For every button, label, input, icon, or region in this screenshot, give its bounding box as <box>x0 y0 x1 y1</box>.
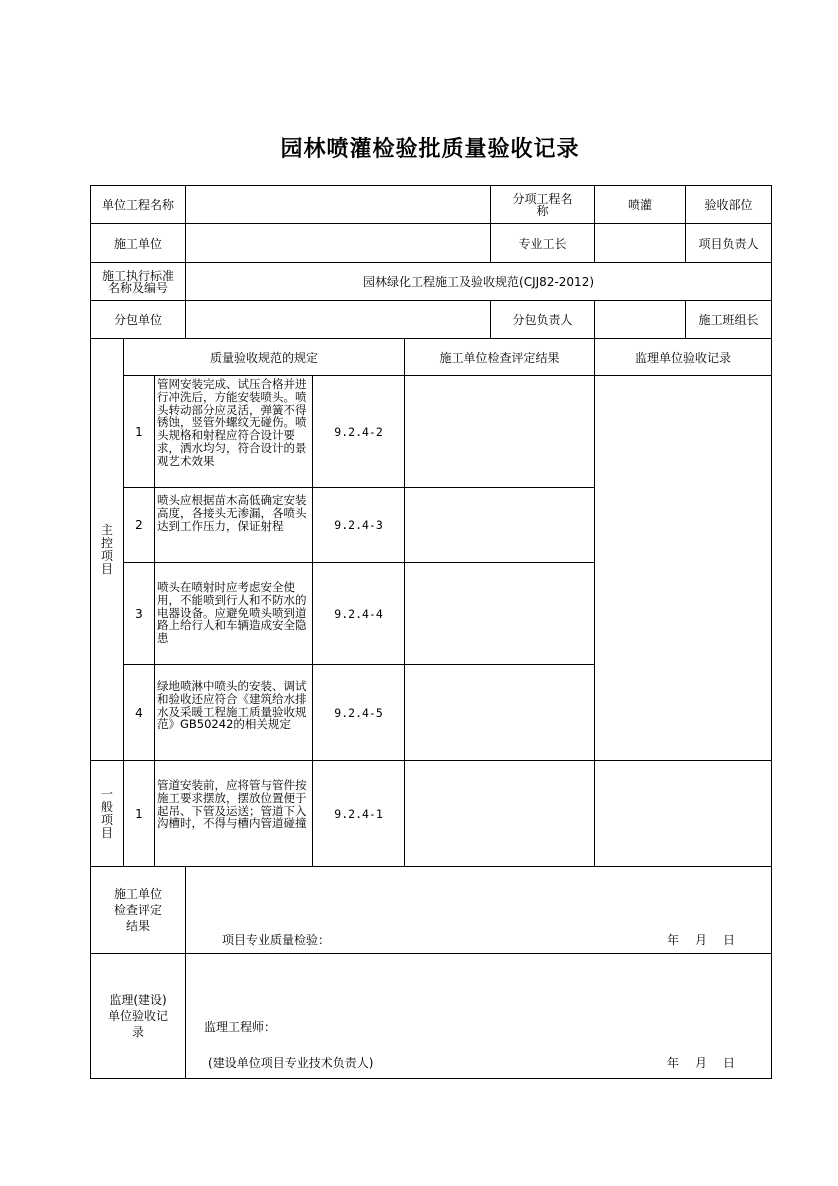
supervision-record-field[interactable] <box>595 761 772 867</box>
standard-label: 施工执行标准名称及编号 <box>91 263 186 301</box>
quality-inspector-label: 项目专业质量检验： <box>222 933 331 947</box>
date-day: 日 <box>723 1056 736 1070</box>
item-code: 9.2.4-2 <box>313 376 405 488</box>
header-row-4 <box>91 301 772 339</box>
subcontractor-label: 分包单位 <box>91 301 186 339</box>
page-title: 园林喷灌检验批质量验收记录 <box>280 137 580 162</box>
team-leader-label: 施工班组长 <box>686 301 772 339</box>
main-group-cell <box>91 339 124 761</box>
item-number: 4 <box>124 665 155 761</box>
item-code: 9.2.4-4 <box>313 563 405 665</box>
project-manager-label: 项目负责人 <box>686 224 772 263</box>
item-number: 1 <box>124 376 155 488</box>
col-construction-header: 施工单位检查评定结果 <box>405 339 595 376</box>
item-code: 9.2.4-5 <box>313 665 405 761</box>
acceptance-form <box>90 185 772 1079</box>
date-month: 月 <box>695 933 708 947</box>
date-month: 月 <box>695 1056 708 1070</box>
main-group-label: 主控项目 <box>100 522 113 576</box>
item-text: 喷头在喷射时应考虑安全使用，不能喷到行人和不防水的电器设备。应避免喷头喷到道路上给行人和车辆造成安全隐患 <box>155 563 313 665</box>
supervision-label: 监理(建设)单位验收记录 <box>91 954 186 1079</box>
item-code: 9.2.4-3 <box>313 488 405 563</box>
foreman-field[interactable] <box>595 224 686 263</box>
acceptance-part-label: 验收部位 <box>686 186 772 224</box>
date-year: 年 <box>667 1056 680 1070</box>
construction-result-field[interactable] <box>405 761 595 867</box>
general-group-cell <box>91 761 124 867</box>
construction-result-field[interactable] <box>405 665 595 761</box>
supervision-date <box>651 1054 735 1071</box>
item-text: 管网安装完成、试压合格并进行冲洗后，方能安装喷头。喷头转动部分应灵活，弹簧不得锈蚀，竖管外螺纹无碰伤。喷头规格和射程应符合设计要求，洒水均匀，符合设计的景观艺术效果 <box>155 376 313 488</box>
supervision-record-field[interactable] <box>595 376 772 761</box>
supervising-engineer-label: 监理工程师： <box>204 1020 277 1034</box>
construction-result-field[interactable] <box>405 376 595 488</box>
construction-result-field[interactable] <box>405 488 595 563</box>
foreman-label: 专业工长 <box>491 224 595 263</box>
construction-unit-label: 施工单位 <box>91 224 186 263</box>
subcontractor-field[interactable] <box>186 301 491 339</box>
col-spec-header: 质量验收规范的规定 <box>124 339 405 376</box>
construction-unit-field[interactable] <box>186 224 491 263</box>
construction-result-field[interactable] <box>405 563 595 665</box>
date-day: 日 <box>723 933 736 947</box>
item-number: 2 <box>124 488 155 563</box>
check-date <box>651 931 735 948</box>
unit-project-field[interactable] <box>186 186 491 224</box>
col-supervision-header: 监理单位验收记录 <box>595 339 772 376</box>
general-item-row <box>91 761 772 867</box>
item-number: 1 <box>124 761 155 867</box>
date-year: 年 <box>667 933 680 947</box>
item-text: 绿地喷淋中喷头的安装、调试和验收还应符合《建筑给水排水及采暖工程施工质量验收规范》GB50242的相关规定 <box>155 665 313 761</box>
construction-check-row <box>91 867 772 954</box>
sub-project-label: 分项工程名称 <box>491 186 595 224</box>
header-row-2 <box>91 224 772 263</box>
header-row-3 <box>91 263 772 301</box>
item-number: 3 <box>124 563 155 665</box>
item-text: 喷头应根据苗木高低确定安装高度，各接头无渗漏，各喷头达到工作压力，保证射程 <box>155 488 313 563</box>
supervision-row <box>91 954 772 1079</box>
standard-value: 园林绿化工程施工及验收规范(CJJ82-2012) <box>186 263 772 301</box>
owner-rep-label: (建设单位项目专业技术负责人) <box>208 1056 374 1070</box>
column-header-row <box>91 339 772 376</box>
unit-project-label: 单位工程名称 <box>91 186 186 224</box>
sub-project-value[interactable]: 喷灌 <box>595 186 686 224</box>
construction-check-label: 施工单位检查评定结果 <box>91 867 186 954</box>
subcontractor-manager-field[interactable] <box>595 301 686 339</box>
construction-check-field[interactable] <box>186 867 772 954</box>
supervision-field[interactable] <box>186 954 772 1079</box>
header-row-1 <box>91 186 772 224</box>
item-code: 9.2.4-1 <box>313 761 405 867</box>
subcontractor-manager-label: 分包负责人 <box>491 301 595 339</box>
general-group-label: 一般项目 <box>100 786 113 840</box>
item-text: 管道安装前，应将管与管件按施工要求摆放，摆放位置便于起吊、下管及运送；管道下入沟槽时，不得与槽内管道碰撞 <box>155 761 313 867</box>
main-item-row <box>91 376 772 488</box>
